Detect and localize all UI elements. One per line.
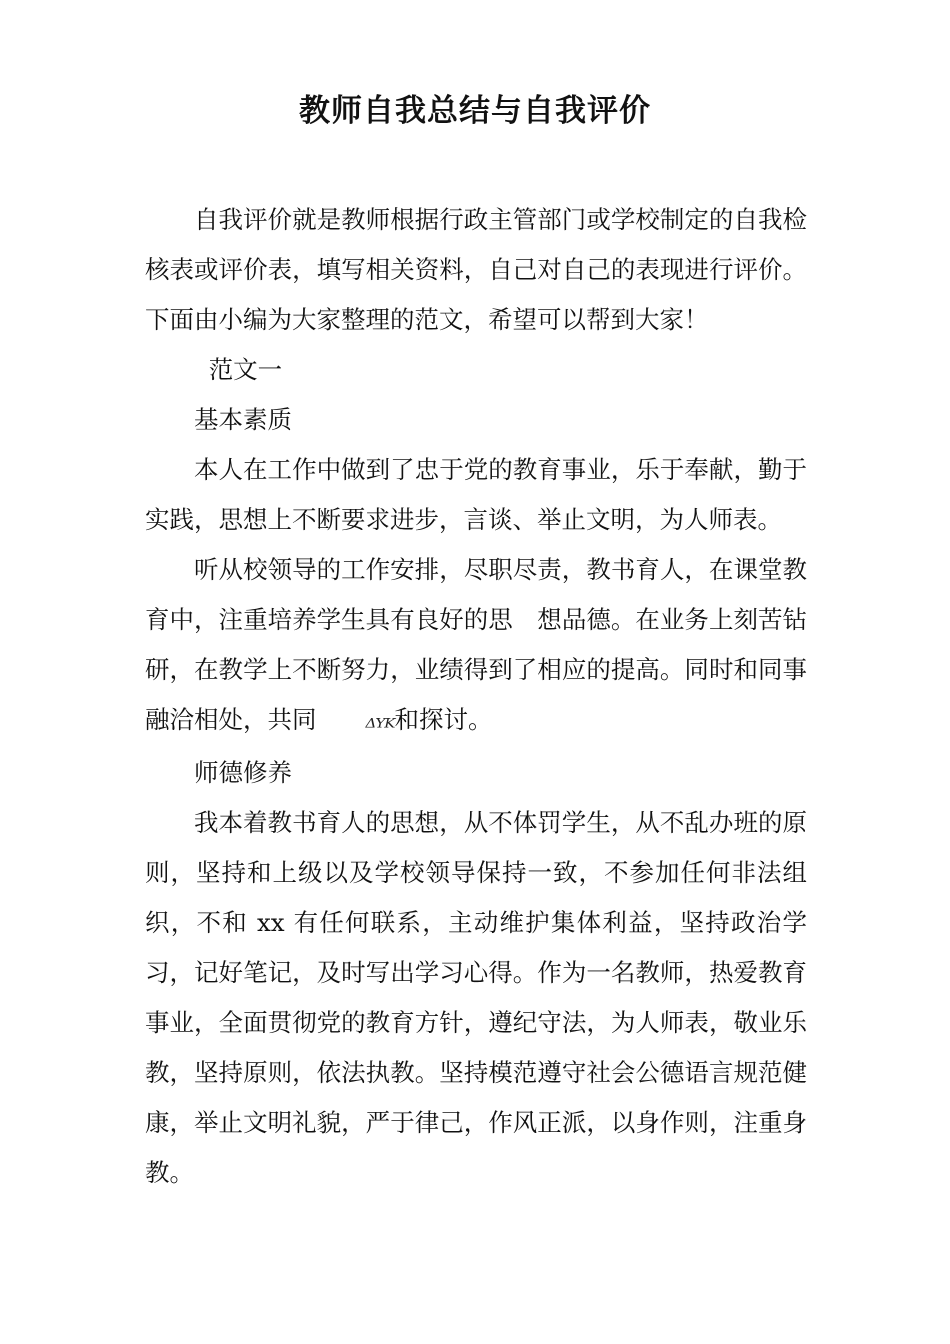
basic-quality-paragraph: 本人在工作中做到了忠于党的教育事业，乐于奉献，勤于实践，思想上不断要求进步，言谈、举止文明，为人师表。 — [145, 455, 807, 534]
work-paragraph-text: 听从校领导的工作安排，尽职尽责，教书育人，在课堂教育中，注重培养学生具有良好的思 想品德。在业务上刻苦钻研，在教学上不断努力，业绩得到了相应的提高。同时和同事融洽相处，共同 — [145, 555, 807, 734]
intro-paragraph: 自我评价就是教师根据行政主管部门或学校制定的自我检核表或评价表，填写相关资料，自己对自己的表现进行评价。下面由小编为大家整理的范文，希望可以帮到大家！ — [145, 205, 807, 334]
document-title: 教师自我总结与自我评价 — [299, 93, 651, 129]
work-paragraph-tail: 和探讨。 — [394, 705, 493, 734]
blurred-text: ΔΥΚ — [365, 715, 395, 731]
section-heading-ethics: 师德修养 — [194, 758, 292, 787]
sample-heading: 范文一 — [208, 355, 283, 384]
work-paragraph — [145, 545, 807, 748]
section-heading-basic-quality: 基本素质 — [194, 405, 292, 434]
document-body — [145, 195, 807, 1198]
ethics-paragraph: 我本着教书育人的思想，从不体罚学生，从不乱办班的原则，坚持和上级以及学校领导保持一致，不参加任何非法组织，不和 xx 有任何联系，主动维护集体利益，坚持政治学习，记好笔记，及时写出学习心得。作为一名教师，热爱教育事业，全面贯彻党的教育方针，遵纪守法，为人师表，敬业乐教，坚持原则，依法执教。坚持模范遵守社会公德语言规范健康，举止文明礼貌，严于律己，作风正派，以身作则，注重身教。 — [145, 808, 807, 1187]
